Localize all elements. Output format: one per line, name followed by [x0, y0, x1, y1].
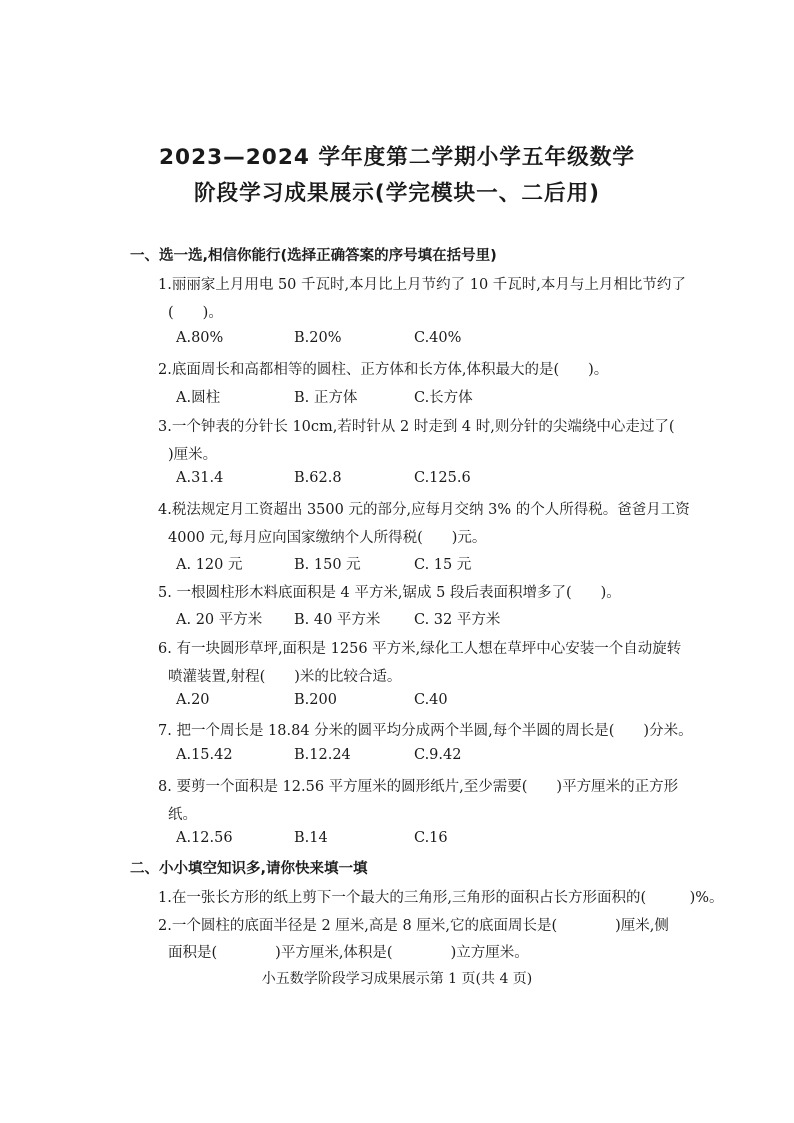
q2-option-a: A.圆柱	[176, 390, 221, 406]
q2-option-c: C.长方体	[414, 390, 473, 406]
q5-option-b: B. 40 平方米	[294, 612, 381, 628]
q3-text: 3.一个钟表的分针长 10cm,若时针从 2 时走到 4 时,则分针的尖端绕中心走过了(	[158, 419, 675, 435]
q8-text-cont: 纸。	[168, 807, 197, 823]
q2-text: 2.底面周长和高都相等的圆柱、正方体和长方体,体积最大的是( )。	[158, 362, 609, 378]
q7-text: 7. 把一个周长是 18.84 分米的圆平均分成两个半圆,每个半圆的周长是( )分米。	[158, 723, 693, 739]
q6-option-b: B.200	[294, 692, 337, 708]
q8-text: 8. 要剪一个面积是 12.56 平方厘米的圆形纸片,至少需要( )平方厘米的正方形	[158, 779, 679, 795]
q7-option-c: C.9.42	[414, 747, 462, 763]
q6-text: 6. 有一块圆形草坪,面积是 1256 平方米,绿化工人想在草坪中心安装一个自动旋转	[158, 641, 682, 657]
q4-option-a: A. 120 元	[176, 557, 243, 573]
q4-text: 4.税法规定月工资超出 3500 元的部分,应每月交纳 3% 的个人所得税。爸爸月工资	[158, 502, 690, 518]
q1-text: 1.丽丽家上月用电 50 千瓦时,本月比上月节约了 10 千瓦时,本月与上月相比节约了	[158, 277, 686, 293]
q5-option-c: C. 32 平方米	[414, 612, 501, 628]
q3-option-c: C.125.6	[414, 470, 471, 486]
fill-q2-text-cont: 面积是( )平方厘米,体积是( )立方厘米。	[168, 945, 529, 961]
page-subtitle: 阶段学习成果展示(学完模块一、二后用)	[193, 181, 601, 206]
q4-option-c: C. 15 元	[414, 557, 472, 573]
q1-option-c: C.40%	[414, 330, 462, 346]
q8-option-c: C.16	[414, 830, 448, 846]
q7-option-b: B.12.24	[294, 747, 351, 763]
page-title: 2023—2024 学年度第二学期小学五年级数学	[159, 145, 635, 170]
fill-q2-text: 2.一个圆柱的底面半径是 2 厘米,高是 8 厘米,它的底面周长是( )厘米,侧	[158, 918, 669, 934]
q3-option-a: A.31.4	[176, 470, 224, 486]
q3-text-cont: )厘米。	[168, 447, 218, 463]
fill-q1-text: 1.在一张长方形的纸上剪下一个最大的三角形,三角形的面积占长方形面积的( )%。	[158, 890, 724, 906]
q1-text-cont: ( )。	[168, 305, 223, 321]
q8-option-b: B.14	[294, 830, 328, 846]
q8-option-a: A.12.56	[176, 830, 233, 846]
q1-option-b: B.20%	[294, 330, 342, 346]
q2-option-b: B. 正方体	[294, 390, 358, 406]
q5-text: 5. 一根圆柱形木料底面积是 4 平方米,锯成 5 段后表面积增多了( )。	[158, 585, 621, 601]
page-footer: 小五数学阶段学习成果展示第 1 页(共 4 页)	[261, 971, 533, 987]
q6-text-cont: 喷灌装置,射程( )米的比较合适。	[168, 669, 402, 685]
q4-option-b: B. 150 元	[294, 557, 361, 573]
q4-text-cont: 4000 元,每月应向国家缴纳个人所得税( )元。	[168, 530, 487, 546]
q7-option-a: A.15.42	[176, 747, 233, 763]
section1-heading: 一、选一选,相信你能行(选择正确答案的序号填在括号里)	[130, 248, 497, 264]
q6-option-a: A.20	[176, 692, 210, 708]
q5-option-a: A. 20 平方米	[176, 612, 263, 628]
q3-option-b: B.62.8	[294, 470, 342, 486]
q6-option-c: C.40	[414, 692, 448, 708]
section2-heading: 二、小小填空知识多,请你快来填一填	[130, 861, 368, 877]
q1-option-a: A.80%	[176, 330, 224, 346]
